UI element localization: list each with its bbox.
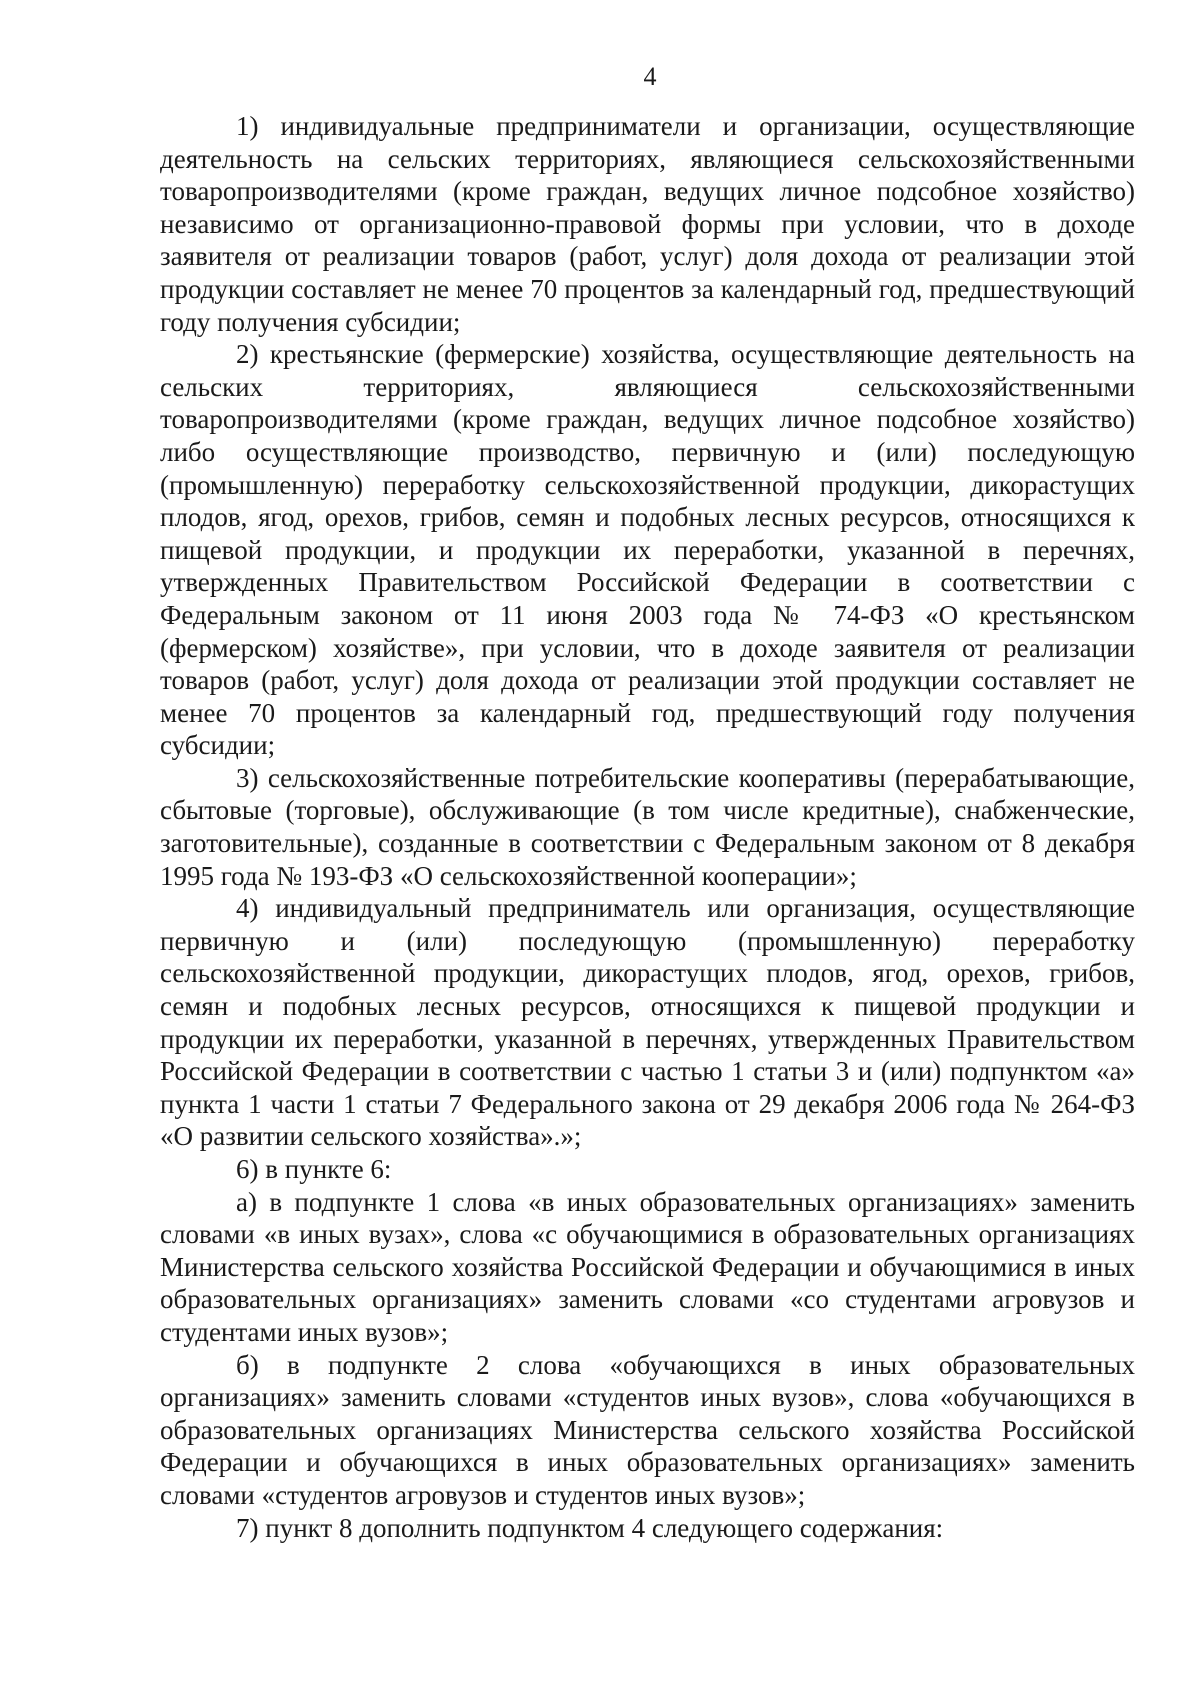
document-body xyxy=(160,110,1135,1544)
paragraph-item-4: 4) индивидуальный предприниматель или организация, осуществляющие первичную и (или) последующую (промышленную) переработку сельскохозяйственной продукции, дикорастущих плодов, ягод, орехов, грибов, семян и подобных лесных ресурсов, относящихся к пищевой продукции и продукции их переработки, указанной в перечнях, утвержденных Правительством Российской Федерации в соответствии с частью 1 статьи 3 и (или) подпунктом «а» пункта 1 части 1 статьи 7 Федерального закона от 29 декабря 2006 года № 264-ФЗ «О развитии сельского хозяйства».»; xyxy=(160,893,1135,1152)
paragraph-subpoint-b: б) в подпункте 2 слова «обучающихся в иных образовательных организациях» заменить словами «студентов иных вузов», слова «обучающихся в образовательных организациях Министерства сельского хозяйства Российской Федерации и обучающихся в иных образовательных организациях» заменить словами «студентов агровузов и студентов иных вузов»; xyxy=(160,1349,1135,1510)
paragraph-item-2: 2) крестьянские (фермерские) хозяйства, осуществляющие деятельность на сельских территориях, являющиеся сельскохозяйственными товаропроизводителями (кроме граждан, ведущих личное подсобное хозяйство) либо осуществляющие производство, первичную и (или) последующую (промышленную) переработку сельскохозяйственной продукции, дикорастущих плодов, ягод, орехов, грибов, семян и подобных лесных ресурсов, относящихся к пищевой продукции, и продукции их переработки, указанной в перечнях, утвержденных Правительством Российской Федерации в соответствии с Федеральным законом от 11 июня 2003 года № 74-ФЗ «О крестьянском (фермерском) хозяйстве», при условии, что в доходе заявителя от реализации товаров (работ, услуг) доля дохода от реализации этой продукции составляет не менее 70 процентов за календарный год, предшествующий году получения субсидии; xyxy=(160,339,1135,761)
paragraph-subpoint-a: а) в подпункте 1 слова «в иных образовательных организациях» заменить словами «в иных вузах», слова «с обучающимися в образовательных организациях Министерства сельского хозяйства Российской Федерации и обучающимися в иных образовательных организациях» заменить словами «со студентами агровузов и студентами иных вузов»; xyxy=(160,1186,1135,1347)
page-number: 4 xyxy=(643,62,657,91)
paragraph-point-7: 7) пункт 8 дополнить подпунктом 4 следующего содержания: xyxy=(236,1512,944,1543)
paragraph-item-3: 3) сельскохозяйственные потребительские кооперативы (перерабатывающие, сбытовые (торговые), обслуживающие (в том числе кредитные), снабженческие, заготовительные), созданные в соответствии с Федеральным законом от 8 декабря 1995 года № 193-ФЗ «О сельскохозяйственной кооперации»; xyxy=(160,762,1135,891)
paragraph-point-6: 6) в пункте 6: xyxy=(236,1154,392,1184)
paragraph-item-1: 1) индивидуальные предприниматели и организации, осуществляющие деятельность на сельских территориях, являющиеся сельскохозяйственными товаропроизводителями (кроме граждан, ведущих личное подсобное хозяйство) независимо от организационно-правовой формы при условии, что в доходе заявителя от реализации товаров (работ, услуг) доля дохода от реализации этой продукции составляет не менее 70 процентов за календарный год, предшествующий году получения субсидии; xyxy=(160,111,1135,337)
